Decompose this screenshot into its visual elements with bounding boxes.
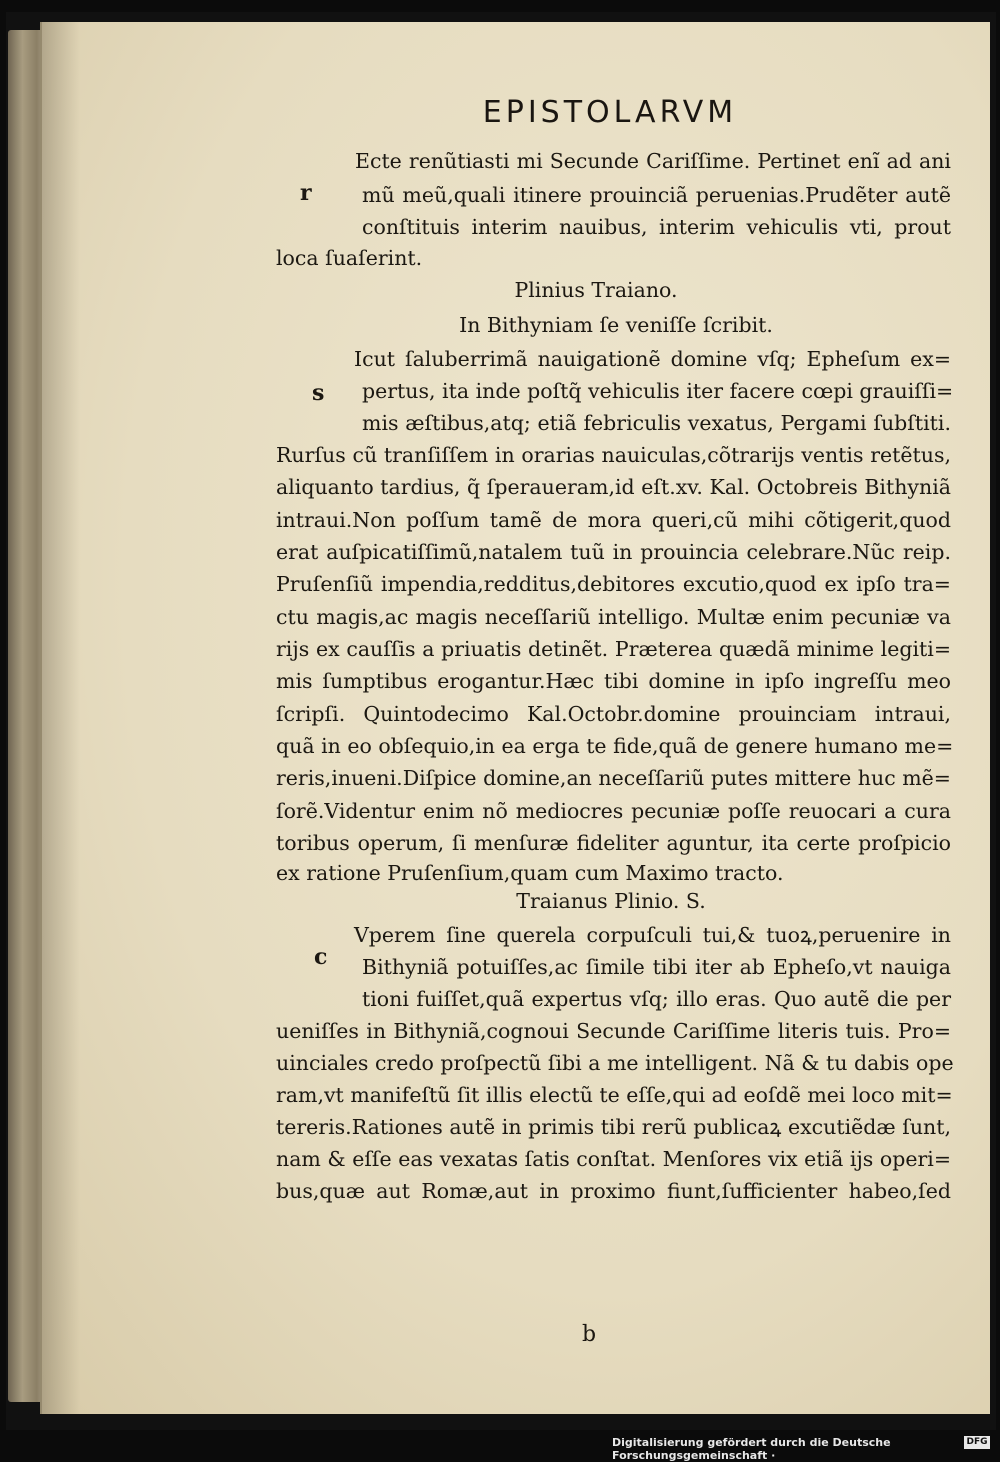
margin-letter-s: s (312, 380, 325, 406)
text-line: uinciales credo proſpectũ ſibi a me intelligent. Nã & tu dabis ope (276, 1051, 954, 1075)
text-line: Pruſenſiũ impendia,redditus,debitores excutio,quod ex ipſo tra= (276, 572, 951, 596)
text-line: pertus, ita inde poſtq̃ vehiculis iter facere cœpi grauiſſi= (362, 379, 954, 403)
text-line: Vperem ſine querela corpuſculi tui,& tuoꝝ,peruenire in (354, 923, 951, 947)
text-line: intraui.Non poſſum tamẽ de mora queri,cũ mihi cõtigerit,quod (276, 508, 951, 532)
text-line: bus,quæ aut Romæ,aut in proximo fiunt,ſufficienter habeo,ſed (276, 1179, 951, 1203)
text-line: ex ratione Pruſenſium,quam cum Maximo tracto. (276, 861, 784, 885)
signature-mark: b (582, 1322, 597, 1347)
text-line: rijs ex cauſſis a priuatis detinẽt. Prætereа quædã minime legiti= (276, 637, 951, 661)
text-line: nam & eſſe eas vexatas ſatis conſtat. Menſores vix etiã ijs operi= (276, 1147, 951, 1171)
text-line: quã in eo obſequio,in ea erga te fide,quã de genere humano me= (276, 734, 954, 758)
text-line: Icut ſaluberrimã nauigationẽ domine vſq; Epheſum ex= (354, 347, 951, 371)
text-line: ſcripſi. Quintodecimo Kal.Octobr.domine prouinciam intraui, (276, 702, 951, 726)
margin-letter-r: r (300, 180, 312, 206)
letter-heading: Traianus Plinio. S. (516, 889, 706, 913)
text-line: tereris.Rationes autẽ in primis tibi rerũ publicaꝝ excutiẽdæ ſunt, (276, 1115, 951, 1139)
text-line: ſorẽ.Videntur enim nõ mediocres pecuniæ poſſe reuocari a cura (276, 799, 951, 823)
text-line: reris,inueni.Diſpice domine,an neceſſariũ putes mittere huc mẽ= (276, 766, 951, 790)
letter-subheading: In Bithyniam ſe veniſſe ſcribit. (459, 313, 773, 337)
dfg-logo: DFG (964, 1436, 990, 1449)
text-line: aliquanto tardius, q̃ ſperaueram,id eſt.xv. Kal. Octobreis Bithyniã (276, 475, 951, 499)
text-line: erat auſpicatiſſimũ,natalem tuũ in prouincia celebrare.Nũc reip. (276, 540, 951, 564)
text-line: conſtituis interim nauibus, interim vehiculis vti, prout (362, 215, 951, 239)
text-line: ctu magis,ac magis neceſſariũ intelligo. Multæ enim pecuniæ va (276, 605, 951, 629)
text-line: Ecte renũtiasti mi Secunde Cariſſime. Pertinet enĩ ad ani (355, 149, 951, 173)
text-line: ueniſſes in Bithyniã,cognoui Secunde Cariſſime literis tuis. Pro= (276, 1019, 951, 1043)
text-line: mis ſumptibus erogantur.Hæc tibi domine in ipſo ingreſſu meo (276, 669, 951, 693)
text-line: loca ſuaſerint. (276, 246, 423, 270)
text-line: ram,vt manifeſtũ ſit illis electũ te eſſe,qui ad eoſdẽ mei loco mit= (276, 1083, 953, 1107)
margin-letter-c: c (314, 944, 328, 970)
text-line: Bithyniã potuiſſes,ac ſimile tibi iter ab Epheſo,vt nauiga (362, 955, 951, 979)
running-head: EPISTOLARVM (482, 95, 738, 130)
text-line: Rurſus cũ tranſiſſem in orarias nauiculas,cõtrarijs ventis retẽtus, (276, 443, 951, 467)
digitization-credit: Digitalisierung gefördert durch die Deutsche Forschungsgemeinschaft · (612, 1436, 891, 1462)
text-line: toribus operum, ſi menſuræ fideliter aguntur, ita certe proſpicio (276, 831, 951, 855)
text-line: mis æſtibus,atq; etiã febriculis vexatus, Pergami ſubſtiti. (362, 411, 951, 435)
text-line: tioni fuiſſet,quã expertus vſq; illo eras. Quo autẽ die per (362, 987, 951, 1011)
letter-heading: Plinius Traiano. (514, 278, 678, 302)
text-line: mũ meũ,quali itinere prouinciã peruenias.Prudẽter autẽ (362, 183, 951, 207)
